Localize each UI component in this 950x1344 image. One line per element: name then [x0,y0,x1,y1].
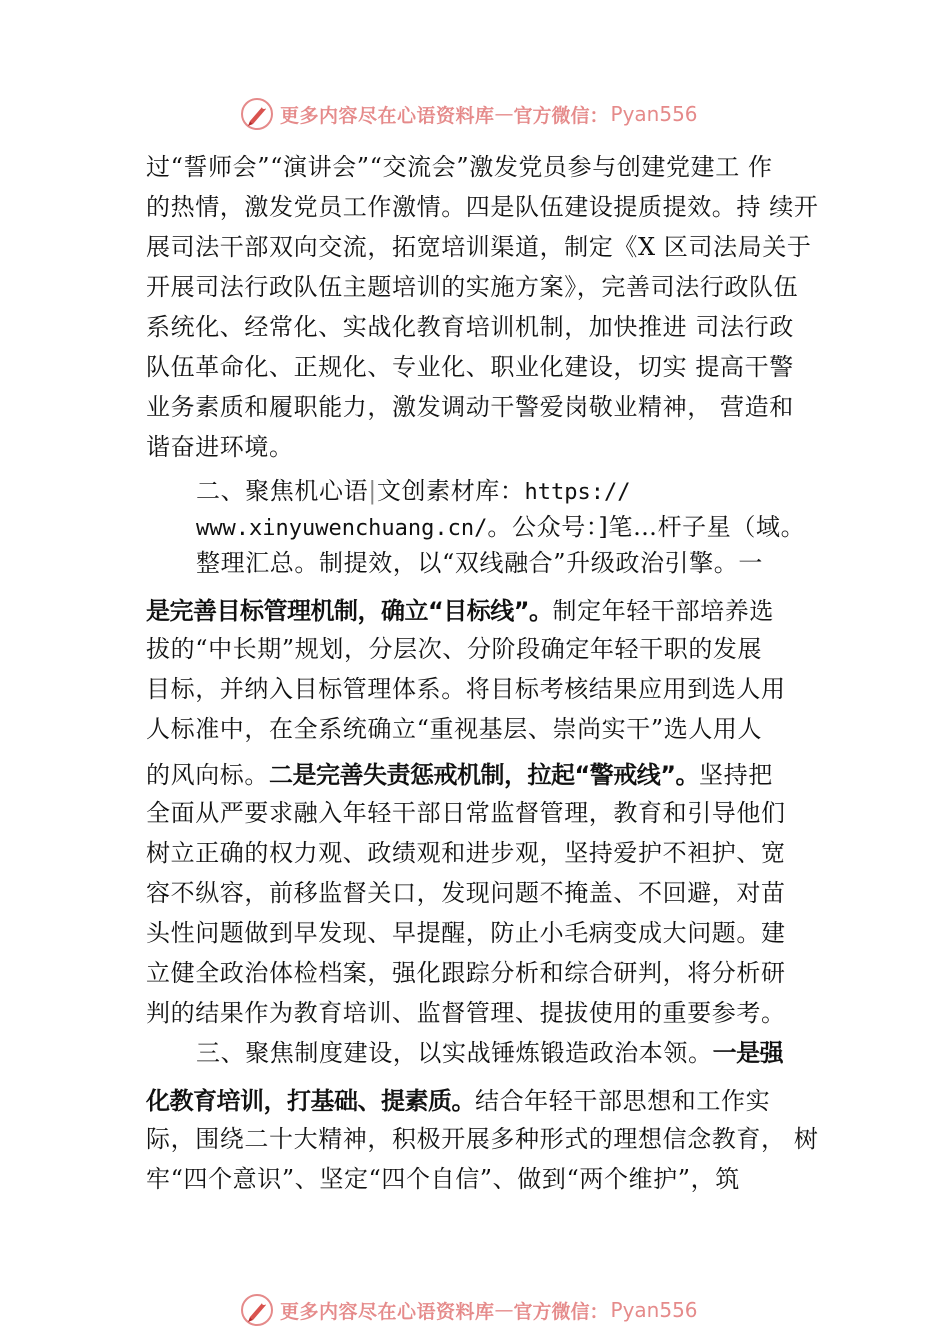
watermark-wechat-label: 官方微信： [513,104,609,127]
text-line-with-link [196,476,630,508]
text-line-with-link [196,512,805,544]
library-label: 文创素材库： [376,477,525,505]
text-line: 拔的“中长期”规划，分层次、分阶段确定年轻干职的发展 [146,635,763,663]
text-line: 过“誓师会”“演讲会”“交流会”激发党员参与创建党建工 作 [146,153,773,181]
text-line: 立健全政治体检档案，强化跟踪分析和综合研判，将分析研 [146,959,786,987]
text-line: 队伍革命化、正规化、专业化、职业化建设，切实 提高干警 [146,353,794,381]
pen-logo-icon [238,1291,276,1329]
url-prefix: https:// [524,480,631,505]
bold-point: 二是完善失责惩戒机制，拉起“警戒线”。 [269,761,700,789]
text-line [146,760,773,790]
watermark-separator: — [494,1299,514,1321]
watermark-banner-bottom [238,1290,698,1330]
watermark-wechat-label: 官方微信： [513,1300,609,1323]
watermark-wechat-id: Pyan556 [610,102,698,126]
text-line: 业务素质和履职能力，激发调动干警爱岗敬业精神， 营造和 [146,393,794,421]
text-line: 目标，并纳入目标管理体系。将目标考核结果应用到选人用 [146,675,786,703]
text-line: 的热情，激发党员工作激情。四是队伍建设提质提效。持 续开 [146,193,819,221]
bold-point: 一是强 [712,1039,784,1067]
text-fragment: 的风向标。 [146,761,269,789]
divider-bar: | [368,477,377,505]
pen-logo-icon [238,95,276,133]
text-fragment: 坚持把 [699,761,773,789]
text-line: 树立正确的权力观、政绩观和进步观，坚持爱护不袒护、宽 [146,839,786,867]
text-line: 全面从严要求融入年轻干部日常监督管理，教育和引导他们 [146,799,786,827]
text-line: 开展司法行政队伍主题培训的实施方案》，完善司法行政队伍 [146,273,799,301]
text-line: 容不纵容，前移监督关口，发现问题不掩盖、不回避，对苗 [146,879,786,907]
watermark-text: 更多内容尽在心语资料库 [280,1300,495,1323]
bold-point: 化教育培训，打基础、提素质。 [146,1087,475,1115]
text-line [146,1086,770,1116]
watermark-wechat-id: Pyan556 [610,1298,698,1322]
bold-point: 是完善目标管理机制，确立“目标线”。 [146,597,553,625]
watermark-banner-top [238,94,698,134]
text-fragment: 制定年轻干部培养选 [552,597,774,625]
text-fragment: 结合年轻干部思想和工作实 [475,1087,771,1115]
text-line: 谐奋进环境。 [146,433,294,461]
text-line: 头性问题做到早发现、早提醒，防止小毛病变成大问题。建 [146,919,786,947]
text-line: 系统化、经常化、实战化教育培训机制，加快推进 司法行政 [146,313,794,341]
text-line: 际，围绕二十大精神，积极开展多种形式的理想信念教育， 树 [146,1125,819,1153]
account-text: 。公众号：]笔…杆子星（域。 [487,513,806,541]
text-line: 整理汇总。制提效，以“双线融合”升级政治引擎。一 [196,549,763,577]
url-link[interactable]: www.xinyuwenchuang.cn/ [196,516,488,541]
watermark-separator: — [494,103,514,125]
text-line: 展司法干部双向交流，拓宽培训渠道，制定《X 区司法局关于 [146,233,812,261]
text-line: 牢“四个意识”、坚定“四个自信”、做到“两个维护”，筑 [146,1165,740,1193]
watermark-text: 更多内容尽在心语资料库 [280,104,495,127]
text-line: 人标准中，在全系统确立“重视基层、崇尚实干”选人用人 [146,715,763,743]
section-heading-fragment: 二、聚焦机心语 [196,477,369,505]
section-heading: 三、聚焦制度建设，以实战锤炼锻造政治本领。 [196,1039,713,1067]
text-line [146,596,774,626]
text-line [196,1038,783,1068]
text-line: 判的结果作为教育培训、监督管理、提拔使用的重要参考。 [146,999,786,1027]
